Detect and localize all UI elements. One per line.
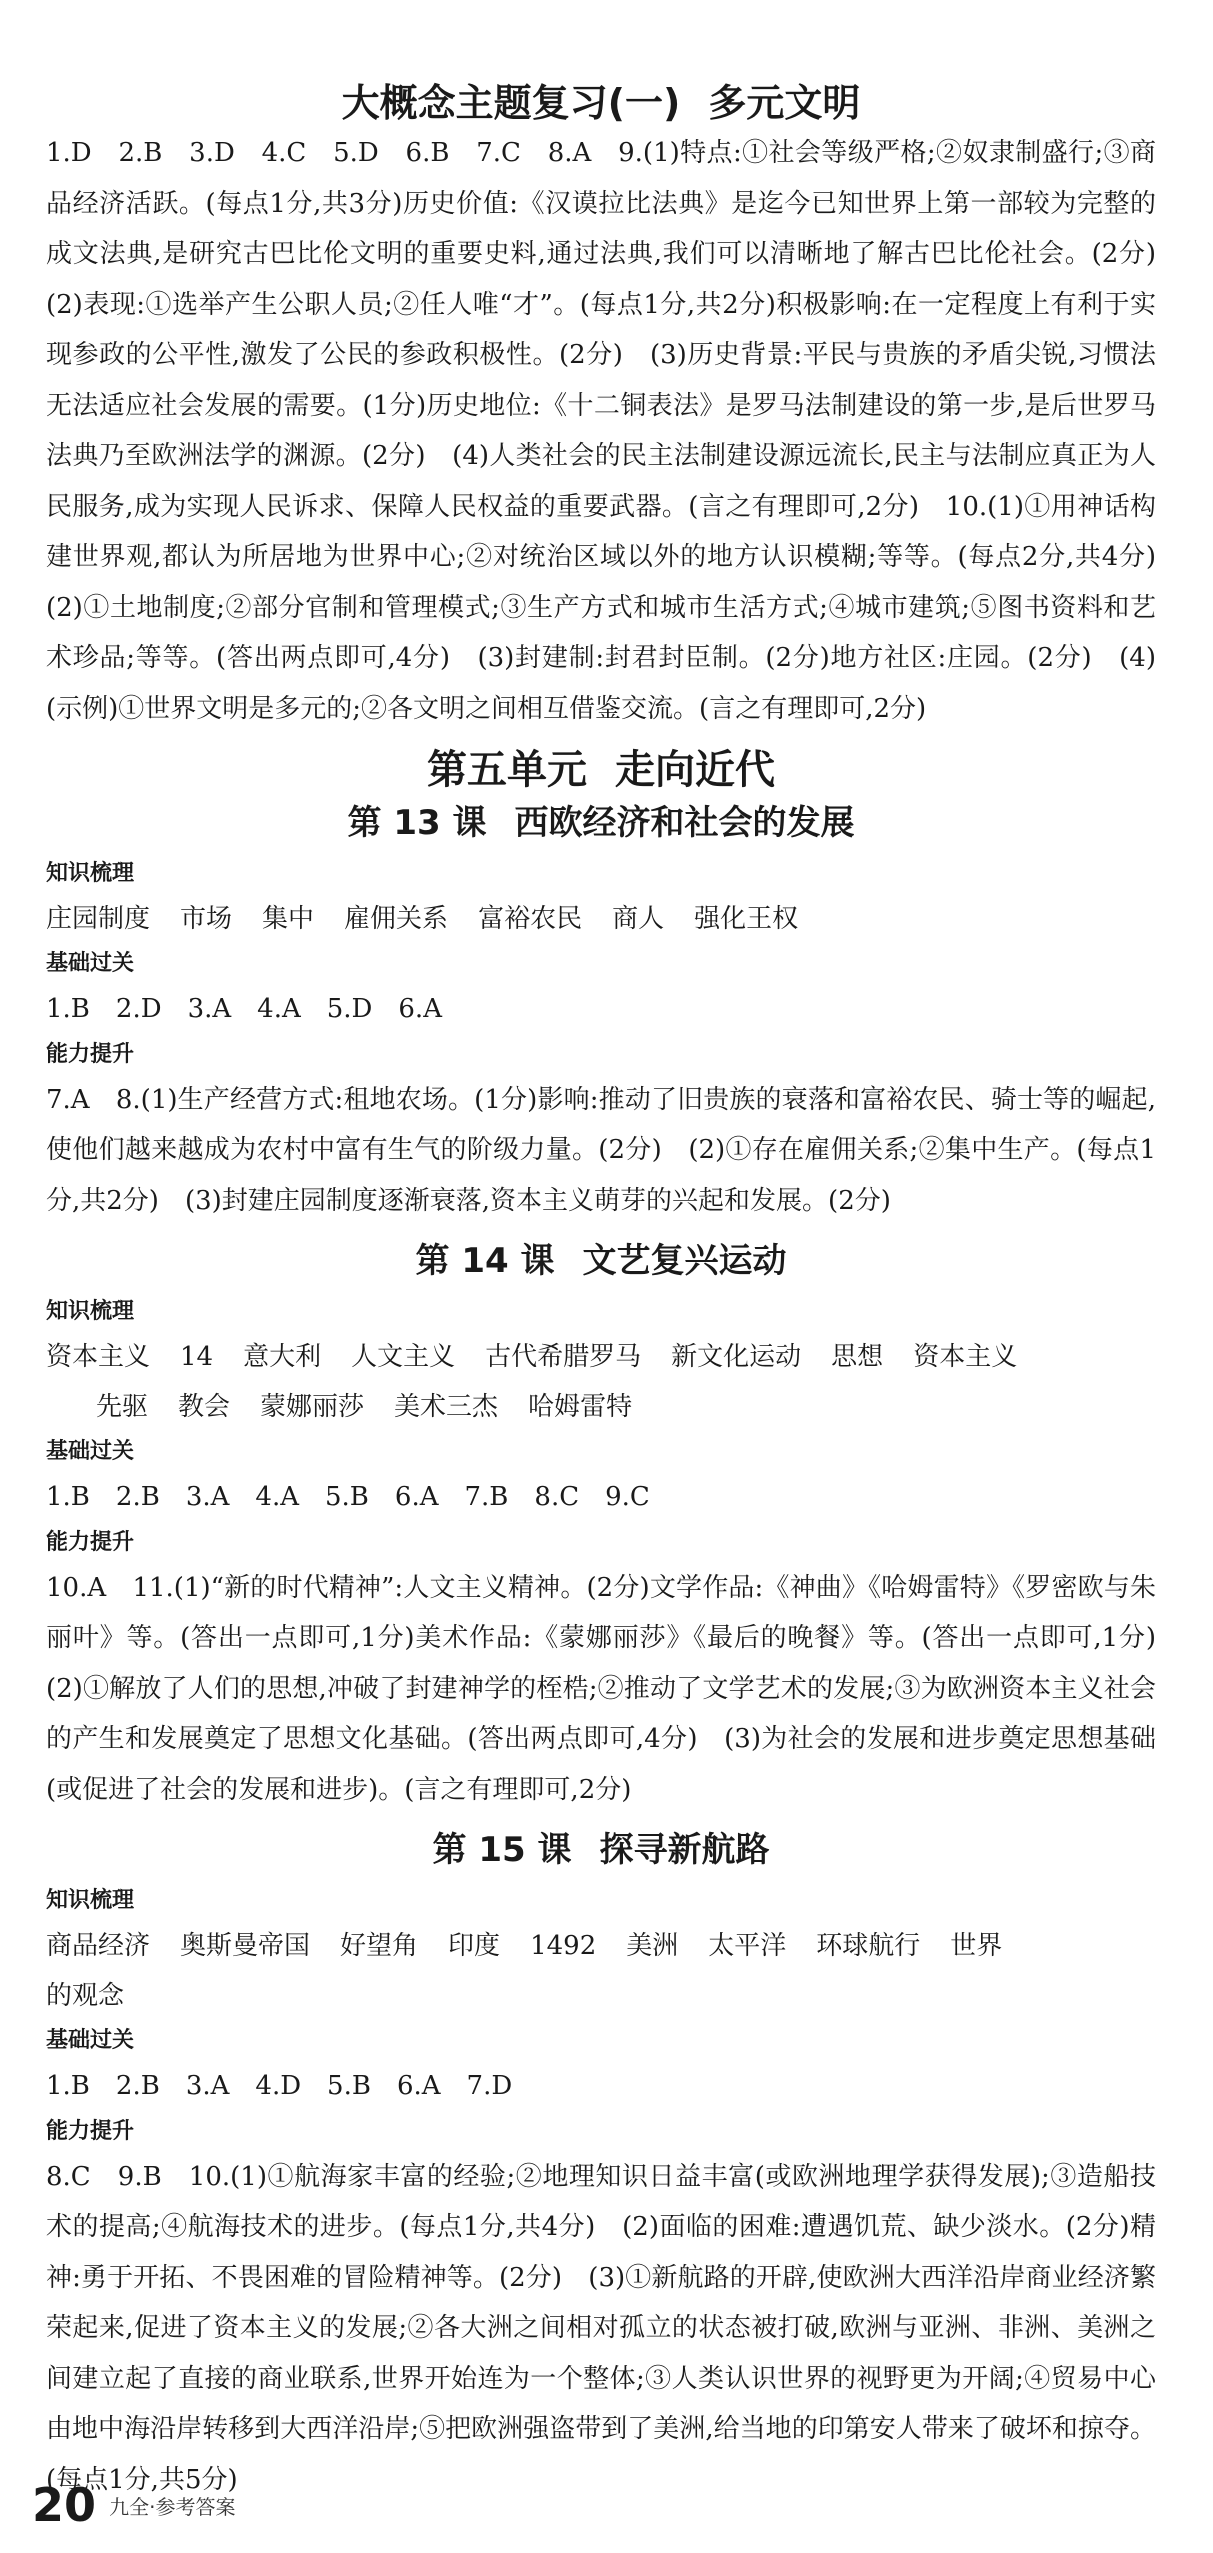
unit-title: [46, 742, 1156, 798]
keyword: 的观念: [46, 1981, 125, 2011]
lesson-15-keywords: [46, 1921, 1156, 2021]
lesson-14-number: 第 14 课: [415, 1241, 555, 1281]
keyword: 印度: [448, 1931, 501, 1961]
lesson-14-knowledge-label: 知识梳理: [46, 1299, 135, 1324]
keyword: 古代希腊罗马: [485, 1342, 642, 1372]
lesson-15-number: 第 15 课: [432, 1830, 572, 1870]
keyword: 富裕农民: [478, 904, 583, 934]
footer-text: 九全·参考答案: [109, 2494, 236, 2519]
keyword: 14: [180, 1342, 214, 1372]
lesson-13-title: [46, 798, 1156, 848]
lesson-15-title: [46, 1825, 1156, 1875]
unit-number: 第五单元: [427, 747, 587, 793]
review-title-sub: 多元文明: [708, 81, 861, 125]
lesson-15-ability-label: 能力提升: [46, 2118, 135, 2144]
lesson-13-number: 第 13 课: [347, 803, 487, 843]
keyword: 太平洋: [708, 1931, 787, 1961]
keyword: 强化王权: [694, 904, 799, 934]
keyword-line-2: [46, 1971, 1126, 2021]
keyword: 哈姆雷特: [528, 1392, 633, 1422]
keyword: 世界: [950, 1931, 1003, 1961]
page-footer: [32, 2478, 235, 2532]
keyword: 资本主义: [46, 1342, 151, 1372]
keyword: 市场: [180, 904, 233, 934]
review-title: [46, 78, 1156, 128]
keyword: 美术三杰: [394, 1392, 499, 1422]
lesson-14-name: 文艺复兴运动: [582, 1241, 787, 1281]
lesson-13-keywords: [46, 894, 1156, 944]
lesson-15-knowledge-label: 知识梳理: [46, 1888, 135, 1913]
unit-name: 走向近代: [615, 747, 775, 793]
lesson-14-title: [46, 1236, 1156, 1286]
keyword: 庄园制度: [46, 904, 151, 934]
keyword: 1492: [530, 1931, 597, 1961]
lesson-13-name: 西欧经济和社会的发展: [514, 803, 855, 843]
keyword: 商品经济: [46, 1931, 151, 1961]
page-content: [46, 78, 1183, 2505]
review-answers: 1.D 2.B 3.D 4.C 5.D 6.B 7.C 8.A 9.(1)特点:①社会等级严格;②奴隶制盛行;③商品经济活跃。(每点1分,共3分)历史价值:《汉谟拉比法典》是迄今已知世界上第一部较为完整的成文法典,是研究古巴比伦文明的重要史料,通过法典,我们可以清晰地了解古巴比伦社会。(2分) (2)表现:①选举产生公职人员;②任人唯“才”。(每点1分,共2分)积极影响:在一定程度上有利于实现参政的公平性,激发了公民的参政积极性。(2分) (3)历史背景:平民与贵族的矛盾尖锐,习惯法无法适应社会发展的需要。(1分)历史地位:《十二铜表法》是罗马法制建设的第一步,是后世罗马法典乃至欧洲法学的渊源。(2分) (4)人类社会的民主法制建设源远流长,民主与法制应真正为人民服务,成为实现人民诉求、保障人民权益的重要武器。(言之有理即可,2分) 10.(1)①用神话构建世界观,都认为所居地为世界中心;②对统治区域以外的地方认识模糊;等等。(每点2分,共4分) (2)①土地制度;②部分官制和管理模式;③生产方式和城市生活方式;④城市建筑;⑤图书资料和艺术珍品;等等。(答出两点即可,4分) (3)封建制:封君封臣制。(2分)地方社区:庄园。(2分) (4)(示例)①世界文明是多元的;②各文明之间相互借鉴交流。(言之有理即可,2分): [46, 138, 1183, 724]
lesson-14-ability-label: 能力提升: [46, 1529, 135, 1555]
lesson-14-basic-label: 基础过关: [46, 1439, 135, 1464]
keyword: 集中: [262, 904, 315, 934]
keyword: 人文主义: [351, 1342, 456, 1372]
lesson-15-basic-answers: 1.B 2.B 3.A 4.D 5.B 6.A 7.D: [46, 2071, 513, 2101]
keyword: 环球航行: [816, 1931, 921, 1961]
lesson-15-basic-label: 基础过关: [46, 2028, 135, 2053]
lesson-14-ability-answers: 10.A 11.(1)“新的时代精神”:人文主义精神。(2分)文学作品:《神曲》《哈姆雷特》《罗密欧与朱丽叶》等。(答出一点即可,1分)美术作品:《蒙娜丽莎》《最后的晚餐》等。(答出一点即可,1分) (2)①解放了人们的思想,冲破了封建神学的桎梏;②推动了文学艺术的发展;③为欧洲资本主义社会的产生和发展奠定了思想文化基础。(答出两点即可,4分) (3)为社会的发展和进步奠定思想基础(或促进了社会的发展和进步)。(言之有理即可,2分): [46, 1572, 1183, 1805]
keyword: 新文化运动: [671, 1342, 802, 1372]
keyword: 奥斯曼帝国: [180, 1931, 311, 1961]
keyword: 雇佣关系: [344, 904, 449, 934]
keyword: 先驱: [96, 1392, 149, 1422]
lesson-15-ability-answers: 8.C 9.B 10.(1)①航海家丰富的经验;②地理知识日益丰富(或欧洲地理学获得发展);③造船技术的提高;④航海技术的进步。(每点1分,共4分) (2)面临的困难:遭遇饥荒、缺少淡水。(2分)精神:勇于开拓、不畏困难的冒险精神等。(2分) (3)①新航路的开辟,使欧洲大西洋沿岸商业经济繁荣起来,促进了资本主义的发展;②各大洲之间相对孤立的状态被打破,欧洲与亚洲、非洲、美洲之间建立起了直接的商业联系,世界开始连为一个整体;③人类认识世界的视野更为开阔;④贸易中心由地中海沿岸转移到大西洋沿岸;⑤把欧洲强盗带到了美洲,给当地的印第安人带来了破坏和掠夺。(每点1分,共5分): [46, 2161, 1156, 2495]
page-number: 20: [32, 2478, 97, 2532]
keyword: 资本主义: [913, 1342, 1018, 1372]
keyword: 思想: [831, 1342, 884, 1372]
keyword: 好望角: [340, 1931, 419, 1961]
lesson-13-ability-label: 能力提升: [46, 1041, 135, 1067]
lesson-13-basic-answers: 1.B 2.D 3.A 4.A 5.D 6.A: [46, 994, 442, 1024]
keyword: 蒙娜丽莎: [260, 1392, 365, 1422]
keyword-line-2: [46, 1382, 1126, 1432]
lesson-13-knowledge-label: 知识梳理: [46, 861, 135, 886]
keyword: 意大利: [243, 1342, 322, 1372]
lesson-14-basic-answers: 1.B 2.B 3.A 4.A 5.B 6.A 7.B 8.C 9.C: [46, 1482, 650, 1512]
keyword: 教会: [178, 1392, 231, 1422]
review-title-main: 大概念主题复习(一): [341, 81, 681, 125]
lesson-13-ability-answers: 7.A 8.(1)生产经营方式:租地农场。(1分)影响:推动了旧贵族的衰落和富裕农民、骑士等的崛起,使他们越来越成为农村中富有生气的阶级力量。(2分) (2)①存在雇佣关系;②集中生产。(每点1分,共2分) (3)封建庄园制度逐渐衰落,资本主义萌芽的兴起和发展。(2分): [46, 1084, 1156, 1216]
lesson-15-name: 探寻新航路: [599, 1830, 770, 1870]
lesson-13-basic-label: 基础过关: [46, 951, 135, 976]
keyword: 美洲: [626, 1931, 679, 1961]
keyword: 商人: [612, 904, 665, 934]
lesson-14-keywords: [46, 1332, 1156, 1432]
